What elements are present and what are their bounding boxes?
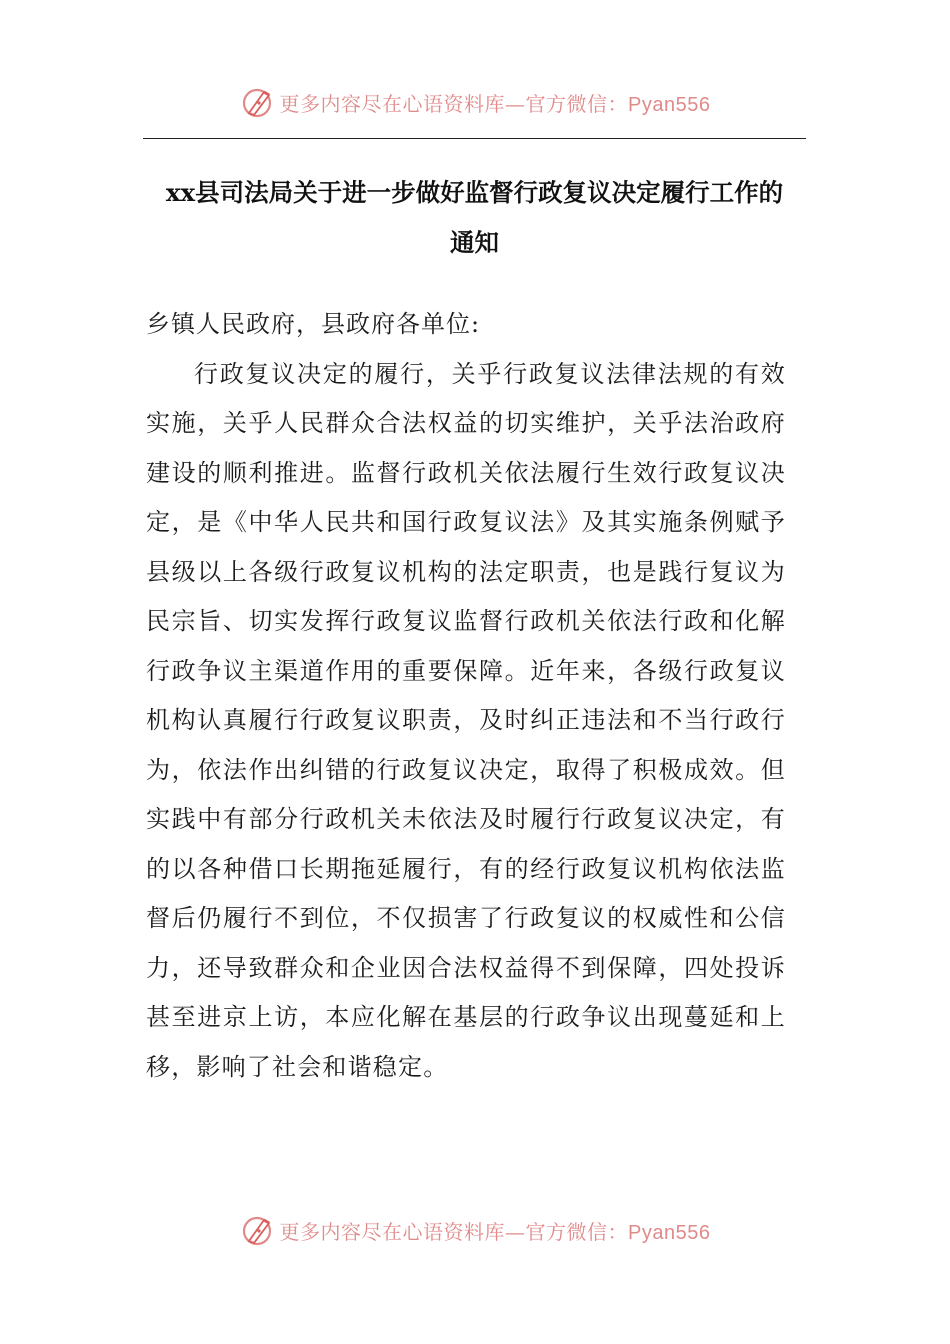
header-watermark <box>0 82 950 122</box>
document-body <box>146 300 786 1092</box>
title-line-2: 通知 <box>450 228 499 257</box>
pen-nib-logo-icon <box>240 84 276 120</box>
pen-nib-logo-icon <box>240 1212 276 1248</box>
title-line-1: xx县司法局关于进一步做好监督行政复议决定履行工作的 <box>165 178 784 207</box>
watermark-text: 更多内容尽在心语资料库—官方微信：Pyan556 <box>279 1219 711 1244</box>
footer-watermark <box>0 1210 950 1250</box>
salutation: 乡镇人民政府，县政府各单位: <box>146 310 481 338</box>
document-title <box>143 168 806 268</box>
body-paragraph: 行政复议决定的履行，关乎行政复议法律法规的有效实施，关乎人民群众合法权益的切实维护，关乎法治政府建设的顺利推进。监督行政机关依法履行生效行政复议决定，是《中华人民共和国行政复议法》及其实施条例赋予县级以上各级行政复议机构的法定职责，也是践行复议为民宗旨、切实发挥行政复议监督行政机关依法行政和化解行政争议主渠道作用的重要保障。近年来，各级行政复议机构认真履行行政复议职责，及时纠正违法和不当行政行为，依法作出纠错的行政复议决定，取得了积极成效。但实践中有部分行政机关未依法及时履行行政复议决定，有的以各种借口长期拖延履行，有的经行政复议机构依法监督后仍履行不到位，不仅损害了行政复议的权威性和公信力，还导致群众和企业因合法权益得不到保障，四处投诉甚至进京上访，本应化解在基层的行政争议出现蔓延和上移，影响了社会和谐稳定。 <box>146 359 786 1081</box>
header-divider <box>143 138 806 139</box>
watermark-text: 更多内容尽在心语资料库—官方微信：Pyan556 <box>279 91 711 116</box>
